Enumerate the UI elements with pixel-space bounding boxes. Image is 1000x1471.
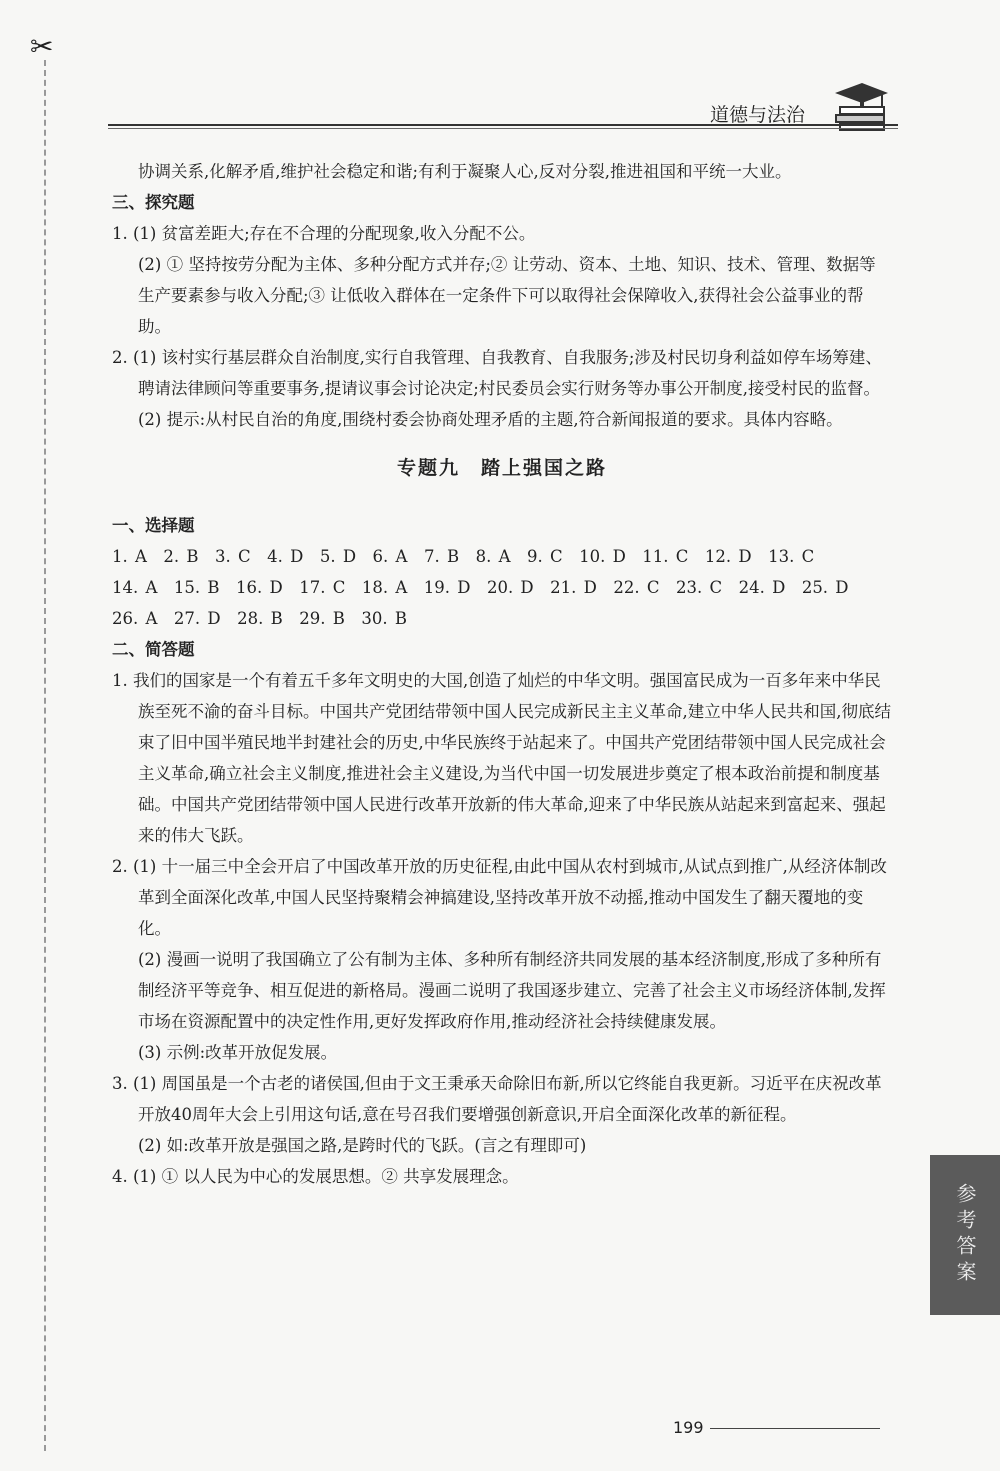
scissors-icon: ✂ <box>30 30 54 63</box>
short-answer-q4-part1: 4. (1) ① 以人民为中心的发展思想。② 共享发展理念。 <box>112 1167 519 1186</box>
page-number: 199 <box>673 1418 704 1437</box>
section-heading-inquiry: 三、探究题 <box>112 193 195 212</box>
short-answer-q3-part2: (2) 如:改革开放是强国之路,是跨时代的飞跃。(言之有理即可) <box>138 1136 587 1155</box>
continued-paragraph: 协调关系,化解矛盾,维护社会稳定和谐;有利于凝聚人心,反对分裂,推进祖国和平统一大业。 <box>138 162 792 181</box>
answer-content <box>112 156 892 1192</box>
inquiry-q1-part1: 1. (1) 贫富差距大;存在不合理的分配现象,收入分配不公。 <box>112 224 536 243</box>
cut-line <box>44 60 46 1451</box>
header-title: 道德与法治 <box>710 104 806 126</box>
books-graduation-cap-icon <box>830 75 890 135</box>
short-answer-q2-part1: 2. (1) 十一届三中全会开启了中国改革开放的历史征程,由此中国从农村到城市,从试点到推广,从经济体制改革到全面深化改革,中国人民坚持聚精会神搞建设,坚持改革开放不动摇,推动中国发生了翻天覆地的变化。 <box>112 857 887 938</box>
short-answer-q3-part1: 3. (1) 周国虽是一个古老的诸侯国,但由于文王秉承天命除旧布新,所以它终能自我更新。习近平在庆祝改革开放40周年大会上引用这句话,意在号召我们要增强创新意识,开启全面深化改革的新征程。 <box>112 1074 882 1124</box>
choice-answers-row: 26. A 27. D 28. B 29. B 30. B <box>112 609 407 628</box>
chapter-title: 专题九 踏上强国之路 <box>396 457 607 479</box>
header-rule <box>108 124 898 126</box>
choice-answers-row: 1. A 2. B 3. C 4. D 5. D 6. A 7. B 8. A 9. C 10. D 11. C 12. D 13. C <box>112 547 815 566</box>
page-number-rule <box>710 1428 880 1429</box>
short-answer-q2-part3: (3) 示例:改革开放促发展。 <box>138 1043 338 1062</box>
short-answer-q1: 1. 我们的国家是一个有着五千多年文明史的大国,创造了灿烂的中华文明。强国富民成为一百多年来中华民族至死不渝的奋斗目标。中国共产党团结带领中国人民完成新民主主义革命,建立中华人民共和国,彻底结束了旧中国半殖民地半封建社会的历史,中华民族终于站起来了。中国共产党团结带领中国人民完成社会主义革命,确立社会主义制度,推进社会主义建设,为当代中国一切发展进步奠定了根本政治前提和制度基础。中国共产党团结带领中国人民进行改革开放新的伟大革命,迎来了中华民族从站起来到富起来、强起来的伟大飞跃。 <box>112 671 891 845</box>
reference-answer-tab: 参考答案 <box>930 1155 1000 1315</box>
short-answer-q2-part2: (2) 漫画一说明了我国确立了公有制为主体、多种所有制经济共同发展的基本经济制度,形成了多种所有制经济平等竞争、相互促进的新格局。漫画二说明了我国逐步建立、完善了社会主义市场经济体制,发挥市场在资源配置中的决定性作用,更好发挥政府作用,推动经济社会持续健康发展。 <box>138 950 886 1031</box>
inquiry-q1-part2: (2) ① 坚持按劳分配为主体、多种分配方式并存;② 让劳动、资本、土地、知识、技术、管理、数据等生产要素参与收入分配;③ 让低收入群体在一定条件下可以取得社会保障收入,获得社会公益事业的帮助。 <box>138 255 876 336</box>
choice-answers-row: 14. A 15. B 16. D 17. C 18. A 19. D 20. D 21. D 22. C 23. C 24. D 25. D <box>112 578 849 597</box>
inquiry-q2-part1: 2. (1) 该村实行基层群众自治制度,实行自我管理、自我教育、自我服务;涉及村民切身利益如停车场筹建、聘请法律顾问等重要事务,提请议事会讨论决定;村民委员会实行财务等办事公开制度,接受村民的监督。 <box>112 348 882 398</box>
section-heading-short-answer: 二、简答题 <box>112 640 195 659</box>
section-heading-choice: 一、选择题 <box>112 516 195 535</box>
header-rule-thin <box>108 128 898 129</box>
inquiry-q2-part2: (2) 提示:从村民自治的角度,围绕村委会协商处理矛盾的主题,符合新闻报道的要求。具体内容略。 <box>138 410 843 429</box>
